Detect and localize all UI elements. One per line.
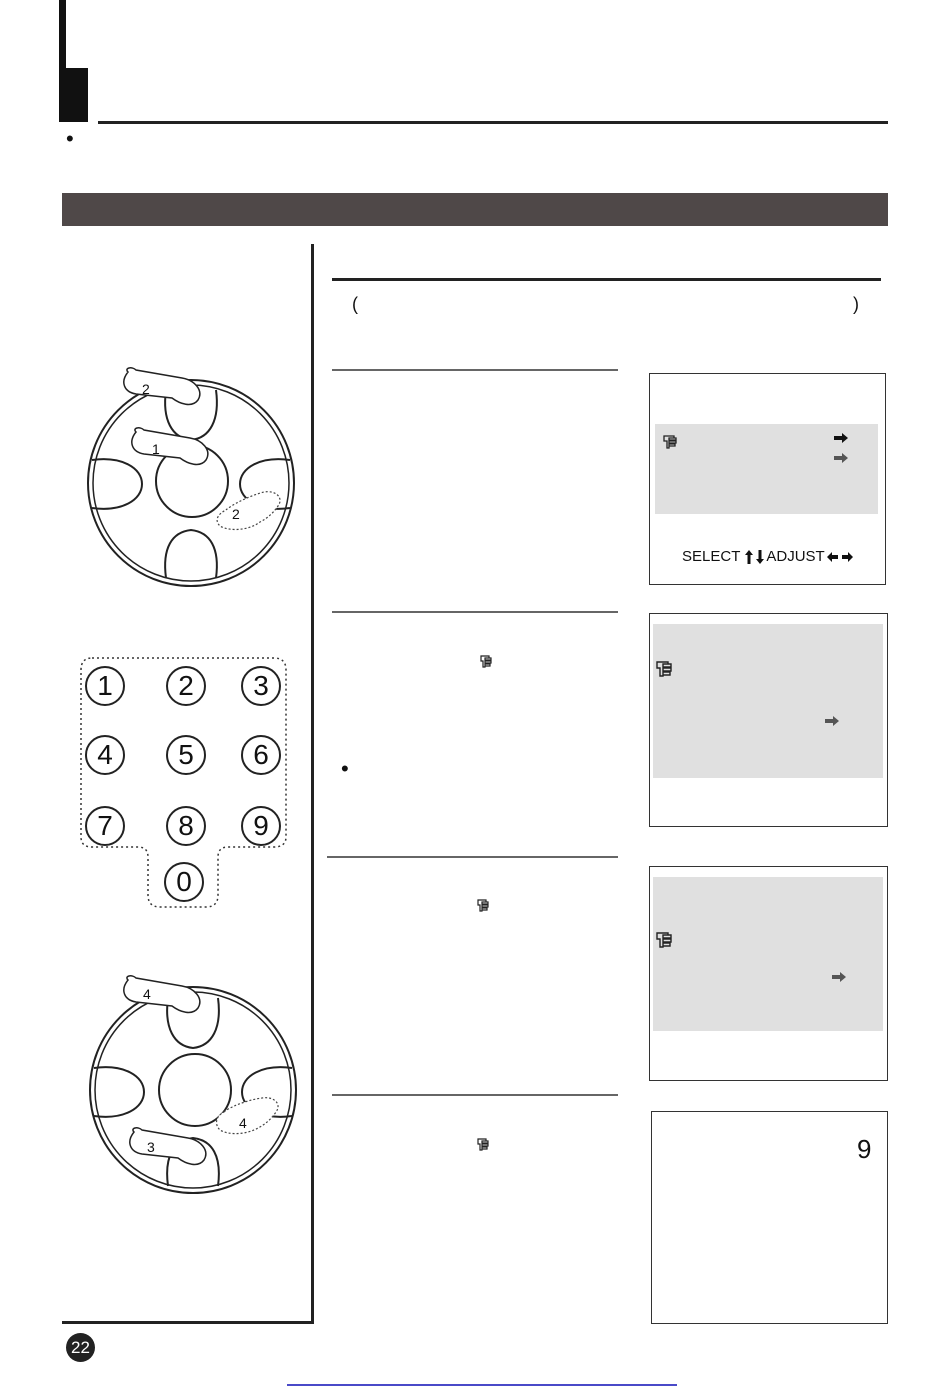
digit-8-button[interactable]: 8 bbox=[166, 806, 206, 846]
step2-rule bbox=[332, 611, 618, 613]
tv-screen-2 bbox=[649, 613, 888, 827]
header-bullet: • bbox=[66, 126, 74, 151]
hand-label: 4 bbox=[239, 1115, 247, 1131]
left-right-arrows-icon bbox=[826, 551, 854, 563]
paren-close: ) bbox=[853, 294, 859, 314]
tv-screen-4 bbox=[651, 1111, 888, 1324]
hand-label: 3 bbox=[147, 1139, 155, 1155]
pointer-hand-icon bbox=[655, 925, 681, 951]
tv-help-line bbox=[682, 548, 854, 565]
digit-2-button[interactable]: 2 bbox=[166, 666, 206, 706]
digit-6-button[interactable]: 6 bbox=[241, 735, 281, 775]
digit-9-button[interactable]: 9 bbox=[241, 806, 281, 846]
step4-hand-icon bbox=[475, 1133, 495, 1153]
up-down-arrows-icon bbox=[744, 549, 766, 565]
right-arrow-icon bbox=[831, 971, 847, 983]
left-column-bottom-rule bbox=[62, 1321, 314, 1324]
paren-open: ( bbox=[352, 294, 358, 314]
hand-label: 2 bbox=[232, 506, 240, 522]
page-number: 22 bbox=[71, 1338, 90, 1357]
step3-hand-icon bbox=[475, 894, 495, 914]
digit-1-button[interactable]: 1 bbox=[85, 666, 125, 706]
hand-label: 4 bbox=[143, 986, 151, 1002]
hand-label: 1 bbox=[152, 441, 160, 457]
header-rule bbox=[98, 121, 888, 124]
hand-label: 2 bbox=[142, 381, 150, 397]
step2-hand-icon bbox=[478, 650, 498, 670]
page-number-badge bbox=[66, 1333, 95, 1362]
select-label: SELECT bbox=[682, 548, 741, 565]
footer-link-line[interactable] bbox=[287, 1384, 677, 1386]
chapter-tab-block bbox=[59, 68, 88, 122]
dpad-top bbox=[80, 360, 310, 600]
digit-7-button[interactable]: 7 bbox=[85, 806, 125, 846]
digit-0-button[interactable]: 0 bbox=[164, 862, 204, 902]
section-bar bbox=[62, 193, 888, 226]
tv-screen-2-menu bbox=[653, 624, 883, 778]
digit-4-button[interactable]: 4 bbox=[85, 735, 125, 775]
dpad-bottom bbox=[82, 964, 312, 1204]
channel-number: 9 bbox=[857, 1134, 872, 1164]
right-arrow-icon bbox=[833, 452, 849, 464]
step1-rule bbox=[332, 369, 618, 371]
right-arrow-icon bbox=[824, 715, 840, 727]
tv-screen-1 bbox=[649, 373, 886, 585]
digit-5-button[interactable]: 5 bbox=[166, 735, 206, 775]
right-arrow-icon bbox=[833, 432, 849, 444]
pointer-hand-icon bbox=[655, 654, 681, 680]
instructions-rule bbox=[332, 278, 881, 281]
pointer-hand-icon bbox=[662, 429, 686, 451]
step3-rule bbox=[327, 856, 618, 858]
tv-screen-3 bbox=[649, 866, 888, 1081]
adjust-label: ADJUST bbox=[766, 548, 825, 565]
step2-bullet: • bbox=[341, 756, 349, 781]
step4-rule bbox=[332, 1094, 618, 1096]
digit-3-button[interactable]: 3 bbox=[241, 666, 281, 706]
tv-screen-3-menu bbox=[653, 877, 883, 1031]
